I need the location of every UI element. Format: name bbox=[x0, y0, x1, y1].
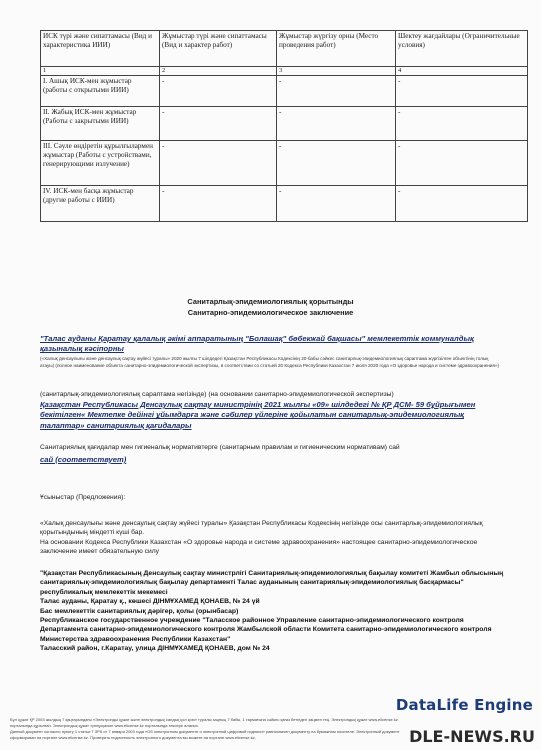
table-header-cell: ИСК түрі және сипаттамасы (Вид и характеристика ИИИ) bbox=[41, 31, 160, 67]
object-name: "Талас ауданы Қаратау қалалық әкімі аппаратының "Болашақ" бөбекжай бақшасы" мемлекеттік коммуналдық қазыналық кәсіпорны bbox=[40, 334, 474, 354]
expertise-basis-label: (санитарлық-эпидемиологиялық сараптама негізінде) (на основании санитарно-эпидемиологической экспертизы) bbox=[40, 391, 394, 398]
table-cell: - bbox=[160, 76, 277, 107]
table-cell: - bbox=[277, 107, 396, 141]
legal-force-kz: «Халық денсаулығы және денсаулық сақтау жүйесі туралы» Қазақстан Республикасы Кодексінің негізінде осы санитарлық-эпидемиологиялық қорытындының міндетті күші бар. bbox=[40, 520, 483, 537]
table-cell: - bbox=[160, 141, 277, 186]
compliance-label: Санитариялық қағидалар мен гигиеналық нормативтерге (санитарным правилам и гигиеническим нормативам) сай bbox=[40, 444, 400, 451]
column-number: 1 bbox=[41, 67, 160, 76]
column-number: 3 bbox=[277, 67, 396, 76]
table-cell: - bbox=[396, 186, 528, 222]
table-cell: - bbox=[396, 76, 528, 107]
e-document-footer bbox=[10, 717, 400, 741]
table-cell: - bbox=[396, 107, 528, 141]
object-name-note: («Халық денсаулығы және денсаулық сақтау жүйесі туралы» 2020 жылғы 7 шілдедегі Қазақстан Республикасы Кодексінің 20-бабы сәйкес санитарлық-эпидемиологиялық сараптама жүргізілген объектінің толық атауы) (полное наименование объекта санитарно-эпидемиологической экспертизы, в соответствии со статьей 20 Кодекса Республики Казахстан 7 июля 2020 года «О здоровье народа и системе здравоохранения») bbox=[40, 356, 500, 368]
table-cell: - bbox=[160, 186, 277, 222]
table-header-cell: Шектеу жағдайлары (Ограничительные условия) bbox=[396, 31, 528, 67]
legal-force-ru: На основании Кодекса Республики Казахстан «О здоровье народа и системе здравоохранения» настоящее санитарно-эпидемиологическое заключение имеет обязательную силу bbox=[40, 539, 478, 556]
expertise-basis-text: Қазақстан Республикасы Денсаулық сақтау министрінің 2021 жылғы «09» шілдедегі № ҚР ДСМ- 59 бұйрығымен бекітілген« Мектепке дейінгі ұйымдарға және сәбилер үйлеріне қойылатын санитарлық-эпидемиологиялық талаптар» санитариялық қағидалары bbox=[40, 400, 476, 430]
authority-name-kz: "Қазақстан Республикасының Денсаулық сақтау министрлігі Санитариялық-эпидемиологиялық бақылау комитеті Жамбыл облысының санитариялық-эпидемиологиялық бақылау департаменті Талас ауданының санитариялық-эпидемиологиялық басқармасы" республикалық мемлекеттік мекемесі bbox=[40, 570, 504, 596]
table-row bbox=[41, 76, 528, 107]
authority-name-ru: Республиканское государственное учреждение "Таласское районное Управление санитарно-эпидемиологического контроля Департамента санитарно-эпидемиологического контроля Жамбылской области Комитета санитарно-эпидемиологического контроля Министерства здравоохранения Республики Казахстан" bbox=[40, 616, 492, 643]
footer-line-ru: Данный документ согласно пункту 1 статьи 7 ЗРК от 7 января 2003 года «Об электронном документе и электронной цифровой подписи» равнозначен документу на бумажном носителе. Электронный документ сформирован на портале www.elicense.kz. Проверить подлинность электронного документа вы можете на портале www.elicense.kz. bbox=[10, 729, 400, 740]
proposals-label: Ұсыныстар (Предложения): bbox=[40, 494, 126, 501]
column-number: 2 bbox=[160, 67, 277, 76]
authority-address-kz: Талас ауданы, Қаратау қ., көшесі ДІНМҰХАМЕД ҚОНАЕВ, № 24 үй bbox=[40, 598, 260, 606]
compliance-value: сай (соответствует) bbox=[40, 455, 127, 464]
conclusion-title-ru: Санитарно-эпидемиологическое заключение bbox=[187, 308, 354, 317]
table-header-row bbox=[41, 31, 528, 67]
watermark-top: DataLife Engine bbox=[395, 696, 533, 714]
watermark-bottom: DLE-NEWS.RU bbox=[409, 727, 535, 746]
table-header-cell: Жұмыстар түрі және сипаттамасы (Вид и характер работ) bbox=[160, 31, 277, 67]
table-row bbox=[41, 107, 528, 141]
table-header-cell: Жұмыстар жүргізу орны (Место проведения работ) bbox=[277, 31, 396, 67]
table-cell: II. Жабық ИСК-мен жұмыстар (Работы с закрытыми ИИИ) bbox=[41, 107, 160, 141]
footer-line-kz: Бұл құжат ҚР 2003 жылдың 7 қаңтарындағы «Электронды құжат және электрондық сандық қол қою» туралы заңның 7 бабы, 1 тармағына сәйкес қағаз бетіндегі заңмен тең. Электрондық құжат www.elicense.kz порталында құрылған. Электрондық құжат түпнұсқасын www.elicense.kz порталында тексере аласыз. bbox=[10, 717, 398, 728]
issuing-authority bbox=[40, 569, 508, 653]
column-number: 4 bbox=[396, 67, 528, 76]
table-cell: III. Сәуле өндіретін құрылғылармен жұмыстар (Работы с устройствами, генерирующими излучение) bbox=[41, 141, 160, 186]
table-row bbox=[41, 141, 528, 186]
table-cell: IV. ИСК-мен басқа жұмыстар (другие работы с ИИИ) bbox=[41, 186, 160, 222]
table-cell: - bbox=[277, 186, 396, 222]
table-cell: - bbox=[277, 141, 396, 186]
chief-sanitary-doctor: Бас мемлекеттік санитариялық дәрігер, қолы (орынбасар) bbox=[40, 607, 239, 615]
table-row bbox=[41, 186, 528, 222]
table-cell: - bbox=[160, 107, 277, 141]
table-cell: - bbox=[396, 141, 528, 186]
table-number-row bbox=[41, 67, 528, 76]
conclusion-title-kz: Санитарлық-эпидемиологиялық қорытынды bbox=[187, 297, 354, 306]
radiation-sources-table bbox=[40, 30, 528, 222]
table-cell: I. Ашық ИСК-мен жұмыстар (работы с открытыми ИИИ) bbox=[41, 76, 160, 107]
table-cell: - bbox=[277, 76, 396, 107]
authority-address-ru: Таласский район, г.Каратау, улица ДІНМҰХАМЕД ҚОНАЕВ, дом № 24 bbox=[40, 645, 270, 652]
